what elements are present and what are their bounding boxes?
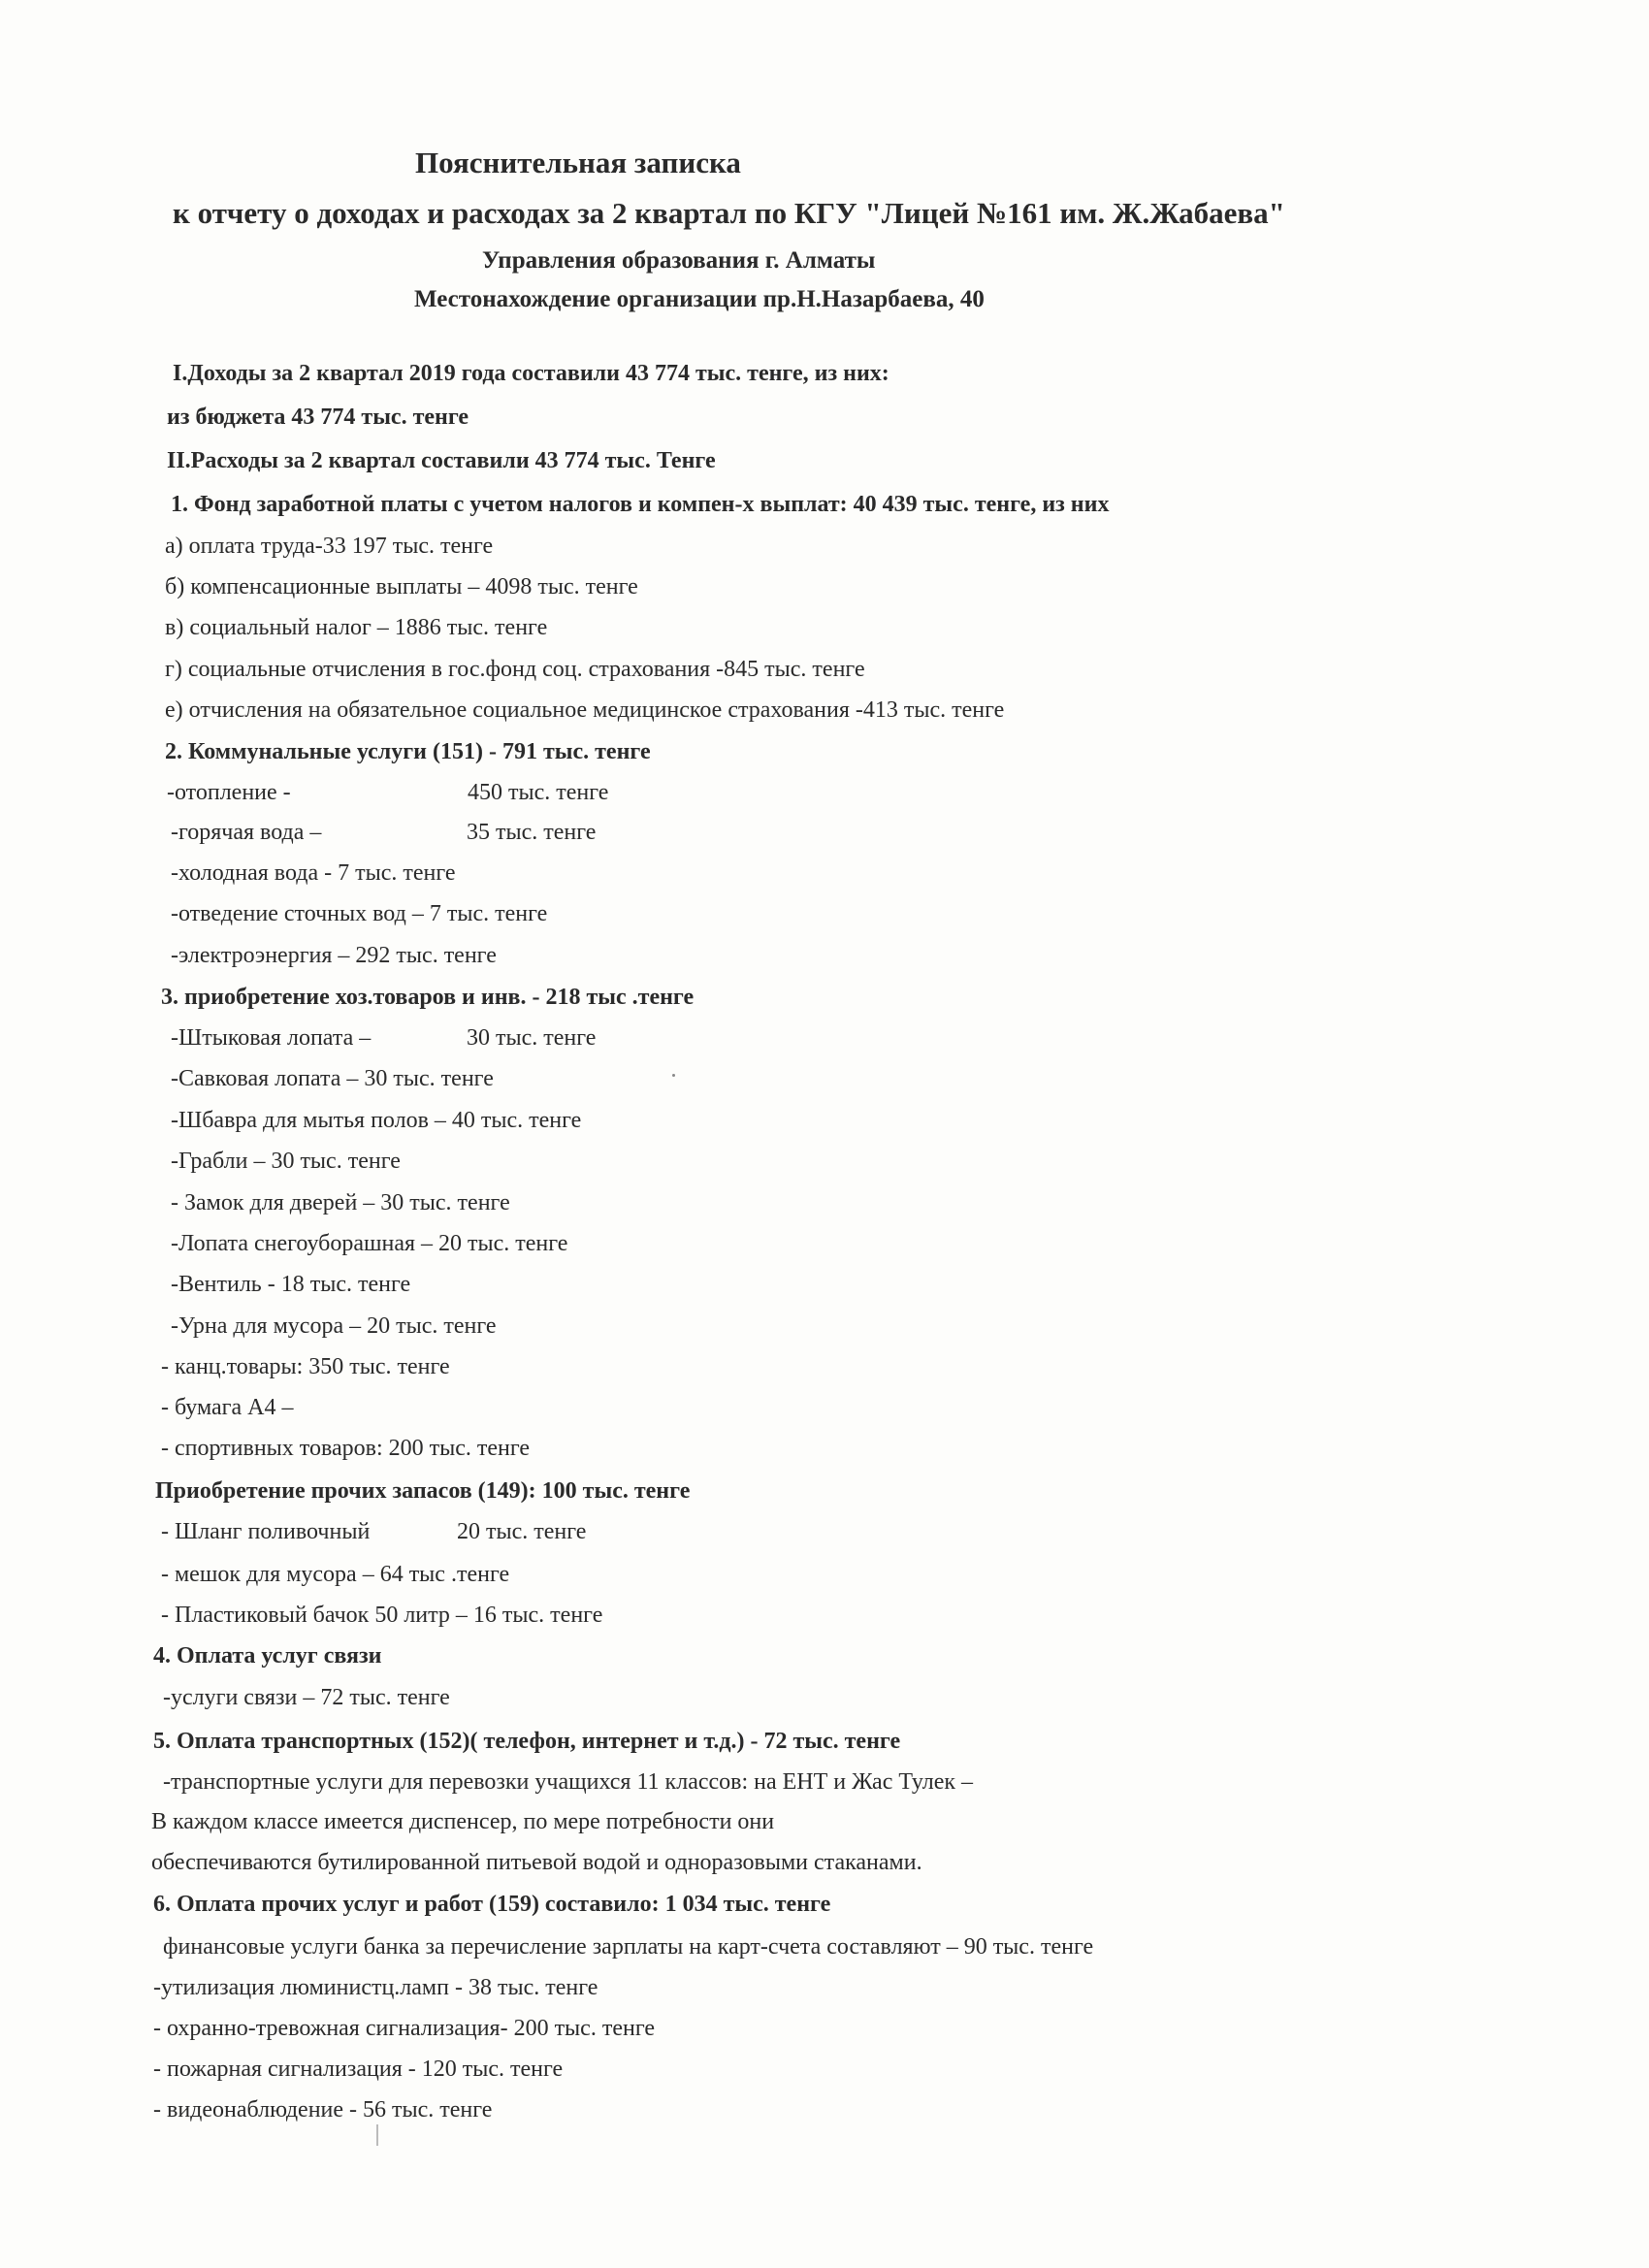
line-item [165,655,865,684]
section-heading [153,1890,830,1919]
line-amount: 30 тыс. тенге [467,1025,597,1051]
line-text: 2. Коммунальные услуги (151) - 791 тыс. тенге [165,739,651,764]
line-item [167,778,609,807]
department-line: Управления образования г. Алматы [482,247,876,274]
line-text: -Урна для мусора – 20 тыс. тенге [171,1313,497,1339]
line-text: Приобретение прочих запасов (149): 100 тыс. тенге [155,1478,691,1504]
line-item [171,1147,401,1176]
line-text: - Пластиковый бачок 50 литр – 16 тыс. тенге [161,1603,603,1628]
line-text: - спортивных товаров: 200 тыс. тенге [161,1436,531,1461]
line-amount: 450 тыс. тенге [468,780,609,805]
line-text: -транспортные услуги для перевозки учащихся 11 классов: на ЕНТ и Жас Тулек – [163,1769,974,1795]
line-text: -Савковая лопата – 30 тыс. тенге [171,1066,494,1091]
line-text: -Грабли – 30 тыс. тенге [171,1149,401,1174]
line-item [165,696,1004,725]
line-text: из бюджета 43 774 тыс. тенге [167,405,469,430]
section-heading [165,737,651,766]
section-heading [153,1641,381,1670]
line-item [163,1683,450,1712]
section-heading [153,1727,900,1756]
line-item [161,1517,587,1546]
line-item [153,2014,655,2043]
line-item [171,1312,497,1341]
line-item [171,899,547,928]
line-text: 4. Оплата услуг связи [153,1643,382,1669]
line-item [171,1270,410,1299]
line-text: - Шланг поливочный [161,1519,371,1544]
line-item [153,2055,563,2084]
line-item [165,572,638,601]
line-item [153,2095,492,2124]
line-text: -услуги связи – 72 тыс. тенге [163,1685,450,1710]
line-item [171,1023,597,1053]
line-text: - охранно-тревожная сигнализация- 200 тыс. тенге [153,2016,655,2041]
line-text: I.Доходы за 2 квартал 2019 года составили 43 774 тыс. тенге, из них: [173,361,889,386]
document-subtitle: к отчету о доходах и расходах за 2 квартал по КГУ "Лицей №161 им. Ж.Жабаева" [173,196,1285,230]
line-text: -холодная вода - 7 тыс. тенге [171,860,456,886]
line-amount: 35 тыс. тенге [467,820,597,845]
line-text: - мешок для мусора – 64 тыс .тенге [161,1562,510,1587]
section-heading [173,359,889,388]
line-item [165,613,547,642]
location-line: Местонахождение организации пр.Н.Назарбаева, 40 [414,286,985,312]
line-item [171,1188,510,1217]
line-text: -отопление - [167,780,291,805]
line-text: -электроэнергия – 292 тыс. тенге [171,943,497,968]
line-text: 3. приобретение хоз.товаров и инв. - 218 тыс .тенге [161,985,695,1010]
line-item [171,859,456,888]
line-text: В каждом классе имеется диспенсер, по мере потребности они [151,1809,775,1834]
line-item [171,1229,567,1258]
line-item [151,1848,922,1877]
line-text: обеспечиваются бутилированной питьевой водой и одноразовыми стаканами. [151,1850,922,1875]
line-text: 6. Оплата прочих услуг и работ (159) составило: 1 034 тыс. тенге [153,1892,831,1917]
section-heading [155,1476,690,1506]
document-title: Пояснительная записка [415,146,741,179]
scan-speck [672,1074,675,1077]
line-item [161,1352,450,1381]
section-heading [167,403,469,432]
line-text: г) социальные отчисления в гос.фонд соц. страхования -845 тыс. тенге [165,657,865,682]
line-item [161,1560,509,1589]
line-text: - канц.товары: 350 тыс. тенге [161,1354,450,1379]
line-text: а) оплата труда-33 197 тыс. тенге [165,534,494,559]
line-text: -Шбавра для мытья полов – 40 тыс. тенге [171,1108,582,1133]
section-heading [161,983,694,1012]
line-item [153,1973,598,2002]
line-item [161,1434,530,1463]
line-text: 1. Фонд заработной платы с учетом налогов и компен-х выплат: 40 439 тыс. тенге, из них [171,492,1110,517]
section-heading [167,446,716,475]
line-text: б) компенсационные выплаты – 4098 тыс. тенге [165,574,638,599]
line-item [161,1601,602,1630]
section-heading [171,490,1109,519]
line-item [161,1393,293,1422]
line-text: 5. Оплата транспортных (152)( телефон, интернет и т.д.) - 72 тыс. тенге [153,1729,901,1754]
line-item [171,1106,581,1135]
line-amount: 20 тыс. тенге [457,1519,587,1544]
line-item [171,1064,494,1093]
line-text: в) социальный налог – 1886 тыс. тенге [165,615,548,640]
line-text: -Лопата снегоуборашная – 20 тыс. тенге [171,1231,568,1256]
line-item [151,1807,774,1836]
line-item [163,1932,1093,1961]
line-text: - бумага А4 – [161,1395,294,1420]
line-text: - Замок для дверей – 30 тыс. тенге [171,1190,510,1215]
line-text: II.Расходы за 2 квартал составили 43 774 тыс. Тенге [167,448,716,473]
line-text: -Вентиль - 18 тыс. тенге [171,1272,411,1297]
line-item [165,532,493,561]
line-item [171,818,597,847]
line-item [171,941,497,970]
line-text: - пожарная сигнализация - 120 тыс. тенге [153,2057,564,2082]
scan-speck [376,2124,378,2146]
line-text: -отведение сточных вод – 7 тыс. тенге [171,901,548,926]
line-item [163,1767,973,1797]
line-text: -горячая вода – [171,820,322,845]
line-text: -утилизация люминистц.ламп - 38 тыс. тенге [153,1975,598,2000]
line-text: -Штыковая лопата – [171,1025,372,1051]
line-text: е) отчисления на обязательное социальное медицинское страхования -413 тыс. тенге [165,697,1005,723]
line-text: финансовые услуги банка за перечисление зарплаты на карт-счета составляют – 90 тыс. тенге [163,1934,1094,1960]
line-text: - видеонаблюдение - 56 тыс. тенге [153,2097,493,2122]
